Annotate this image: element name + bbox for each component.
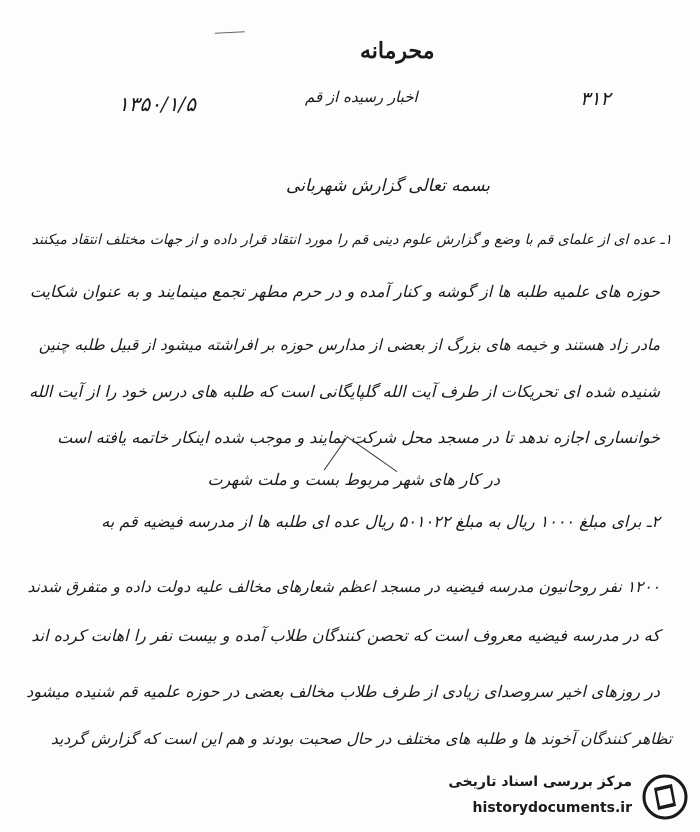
body-line: مادر زاد هستند و خیمه های بزرگ از بعضی از مدارس حوزه بر افراشته میشود از قبیل طلبه چنین bbox=[38, 336, 660, 354]
body-line: حوزه های علمیه طلبه ها از گوشه و کنار آمده و در حرم مطهر تجمع مینمایند و به عنوان شکایت bbox=[29, 282, 660, 301]
archive-watermark bbox=[418, 770, 688, 826]
body-line: ۲ـ برای مبلغ ۱۰۰۰ ریال به مبلغ ۵۰۱۰۲۲ ریال عده ای طلبه ها از مدرسه فیضیه قم به bbox=[101, 512, 660, 531]
greeting-line: بسمه تعالی گزارش شهربانی bbox=[286, 176, 490, 196]
body-line: خوانساری اجازه ندهد تا در مسجد محل شرکت نمایند و موجب شده اینکار خاتمه یافته است bbox=[57, 428, 660, 447]
body-line: ۱ـ عده ای از علمای قم با وضع و گزارش علوم دینی قم را مورد انتقاد قرار داده و از جهات مختلف انتقاد میکنند bbox=[31, 232, 672, 248]
watermark-org-name: مرکز بررسی اسناد تاریخی bbox=[448, 774, 632, 790]
body-line: ۱۲۰۰ نفر روحانیون مدرسه فیضیه در مسجد اعظم شعارهای مخالف علیه دولت داده و متفرق شدند bbox=[27, 578, 660, 596]
header-note: اخبار رسیده از قم bbox=[305, 88, 418, 106]
archive-logo-icon bbox=[642, 774, 688, 820]
document-date: ۱۳۵۰/۱/۵ bbox=[118, 92, 196, 116]
header-title: محرمانه bbox=[360, 38, 435, 64]
body-line: در روزهای اخیر سروصدای زیادی از طرف طلاب مخالف بعضی در حوزه علمیه قم شنیده میشود bbox=[26, 682, 660, 701]
body-line: در کار های شهر مربوط بست و ملت شهرت bbox=[207, 470, 500, 489]
watermark-website: historydocuments.ir bbox=[472, 800, 632, 816]
body-line: تظاهر کنندگان آخوند ها و طلبه های مختلف در حال صحبت بودند و هم این است که گزارش گردید bbox=[50, 730, 672, 748]
body-line: که در مدرسه فیضیه معروف است که تحصن کنندگان طلاب آمده و بیست نفر را اهانت کرده اند bbox=[31, 626, 660, 645]
body-line: شنیده شده ای تحریکات از طرف آیت الله گلپایگانی است که طلبه های درس خود را از آیت الله bbox=[29, 382, 660, 401]
ink-mark bbox=[215, 31, 246, 44]
document-number: ۳۱۲ bbox=[580, 88, 611, 110]
